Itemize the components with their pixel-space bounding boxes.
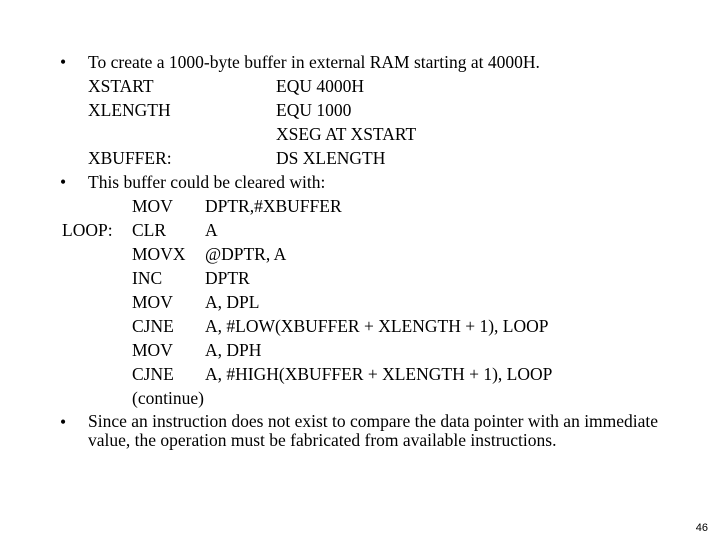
def-code-xstart: EQU 4000H (276, 76, 364, 96)
code-op-5: CJNE (132, 316, 174, 336)
bullet-marker-2: • (60, 172, 67, 192)
code-op-4: MOV (132, 292, 173, 312)
code-label-loop: LOOP: (62, 220, 113, 240)
code-args-6: A, DPH (205, 340, 262, 360)
code-args-1: A (205, 220, 218, 240)
bullet-marker-3: • (60, 412, 67, 432)
code-op-2: MOVX (132, 244, 186, 264)
code-args-4: A, DPL (205, 292, 260, 312)
bullet-1-text: To create a 1000-byte buffer in external RAM starting at 4000H. (88, 52, 540, 72)
bullet-2-text: This buffer could be cleared with: (88, 172, 326, 192)
def-label-xlength: XLENGTH (88, 100, 171, 120)
def-label-xbuffer: XBUFFER: (88, 148, 172, 168)
def-code-xlength: EQU 1000 (276, 100, 352, 120)
code-args-0: DPTR,#XBUFFER (205, 196, 342, 216)
code-args-3: DPTR (205, 268, 250, 288)
def-code-xbuffer: DS XLENGTH (276, 148, 386, 168)
code-args-7: A, #HIGH(XBUFFER + XLENGTH + 1), LOOP (205, 364, 553, 384)
bullet-3-text: Since an instruction does not exist to compare the data pointer with an immediate value, the operation must be fabricated from available instructions. (88, 411, 659, 450)
bullet-marker-1: • (60, 52, 67, 72)
continue-note: (continue) (132, 388, 204, 408)
def-code-xseg: XSEG AT XSTART (276, 124, 417, 144)
page-number: 46 (695, 522, 708, 534)
code-op-6: MOV (132, 340, 173, 360)
def-label-xstart: XSTART (88, 76, 154, 96)
code-args-5: A, #LOW(XBUFFER + XLENGTH + 1), LOOP (205, 316, 549, 336)
code-op-7: CJNE (132, 364, 174, 384)
code-op-0: MOV (132, 196, 173, 216)
code-op-1: CLR (132, 220, 167, 240)
code-op-3: INC (132, 268, 163, 288)
code-args-2: @DPTR, A (205, 244, 287, 264)
